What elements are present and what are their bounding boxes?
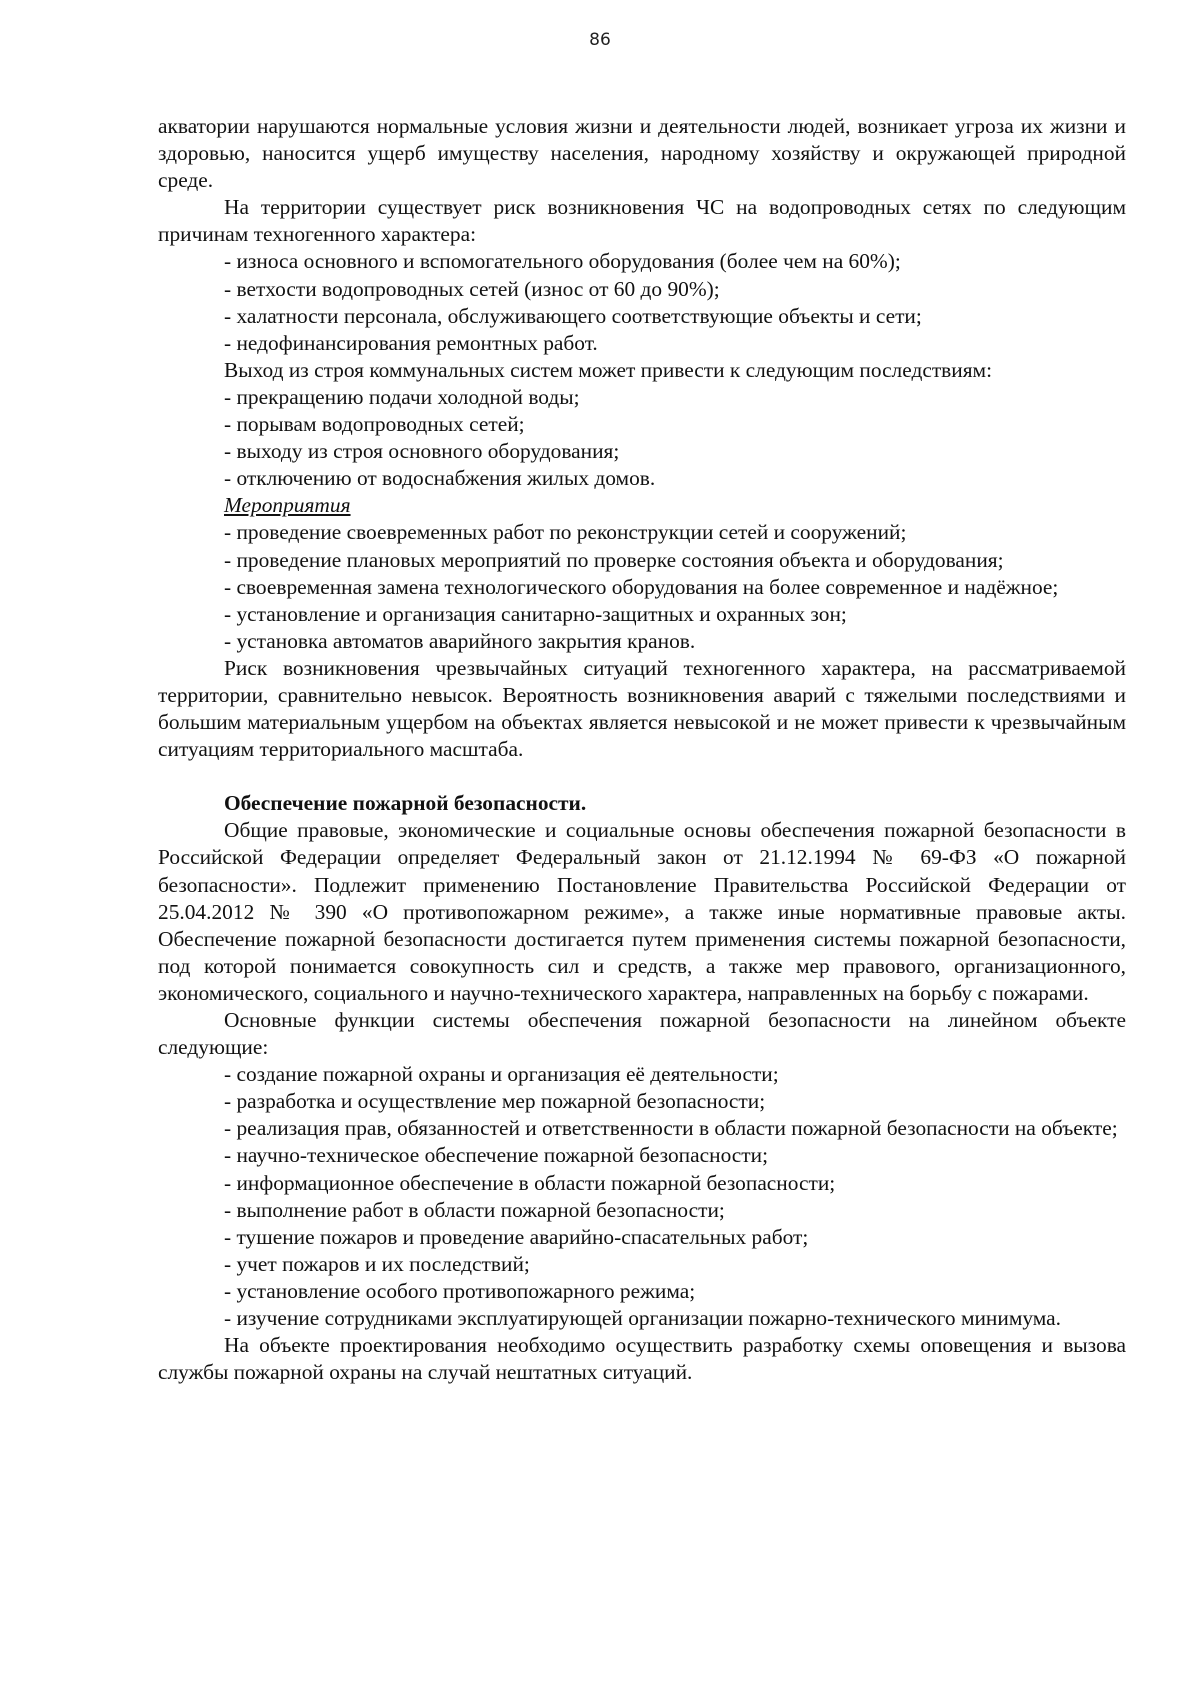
paragraph: Общие правовые, экономические и социальные основы обеспечения пожарной безопасности в Российской Федерации определяет Федеральный закон от 21.12.1994 № 69-ФЗ «О пожарной безопасности». Подлежит применению Постановление Правительства Российской Федерации от 25.04.2012 № 390 «О противопожарном режиме», а также иные нормативные правовые акты. Обеспечение пожарной безопасности достигается путем применения системы пожарной безопасности, под которой понимается совокупность сил и средств, а также мер правового, организационного, экономического, социального и научно-технического характера, направленных на борьбу с пожарами. [158,818,1126,1005]
list-item: - установление особого противопожарного режима; [224,1278,696,1303]
paragraph: акватории нарушаются нормальные условия жизни и деятельности людей, возникает угроза их жизни и здоровью, наносится ущерб имуществу населения, народному хозяйству и окружающей природной среде. [158,114,1126,193]
list-item: - проведение своевременных работ по реконструкции сетей и сооружений; [224,520,907,545]
list-item: - создание пожарной охраны и организация её деятельности; [224,1062,779,1087]
list-item: - ветхости водопроводных сетей (износ от 60 до 90%); [224,276,720,301]
list-item: - недофинансирования ремонтных работ. [224,330,598,355]
list-item: - порывам водопроводных сетей; [224,412,525,437]
paragraph: Основные функции системы обеспечения пожарной безопасности на линейном объекте следующие: [158,1008,1126,1060]
page-body [158,113,1126,1386]
paragraph: Риск возникновения чрезвычайных ситуаций техногенного характера, на рассматриваемой территории, сравнительно невысок. Вероятность возникновения аварий с тяжелыми последствиями и большим материальным ущербом на объектах является невысокой и не может привести к чрезвычайным ситуациям территориального масштаба. [158,655,1126,762]
list-item: - разработка и осуществление мер пожарной безопасности; [224,1089,766,1114]
paragraph: На территории существует риск возникновения ЧС на водопроводных сетях по следующим причинам техногенного характера: [158,195,1126,247]
list-item: - халатности персонала, обслуживающего соответствующие объекты и сети; [224,303,922,328]
page-number: 86 [589,30,611,50]
section-heading: Обеспечение пожарной безопасности. [224,791,587,816]
list-item: - учет пожаров и их последствий; [224,1251,530,1276]
list-item: - установление и организация санитарно-защитных и охранных зон; [224,601,847,626]
list-item: - тушение пожаров и проведение аварийно-спасательных работ; [224,1224,809,1249]
list-item: - отключению от водоснабжения жилых домов. [224,466,656,491]
paragraph: Выход из строя коммунальных систем может привести к следующим последствиям: [224,357,993,382]
list-item: - установка автоматов аварийного закрытия кранов. [224,628,696,653]
list-item: - проведение плановых мероприятий по проверке состояния объекта и оборудования; [224,547,1004,572]
list-item: - прекращению подачи холодной воды; [224,384,580,409]
paragraph: На объекте проектирования необходимо осуществить разработку схемы оповещения и вызова службы пожарной охраны на случай нештатных ситуаций. [158,1333,1126,1385]
list-item: - изучение сотрудниками эксплуатирующей организации пожарно-технического минимума. [224,1306,1062,1331]
list-item: - реализация прав, обязанностей и ответственности в области пожарной безопасности на объекте; [224,1116,1118,1141]
list-item: - износа основного и вспомогательного оборудования (более чем на 60%); [224,249,901,274]
subheading-measures: Мероприятия [224,493,351,518]
list-item: - выходу из строя основного оборудования; [224,439,620,464]
list-item: - своевременная замена технологического оборудования на более современное и надёжное; [224,574,1059,599]
list-item: - научно-техническое обеспечение пожарной безопасности; [224,1143,769,1168]
list-item: - выполнение работ в области пожарной безопасности; [224,1197,725,1222]
list-item: - информационное обеспечение в области пожарной безопасности; [224,1170,836,1195]
